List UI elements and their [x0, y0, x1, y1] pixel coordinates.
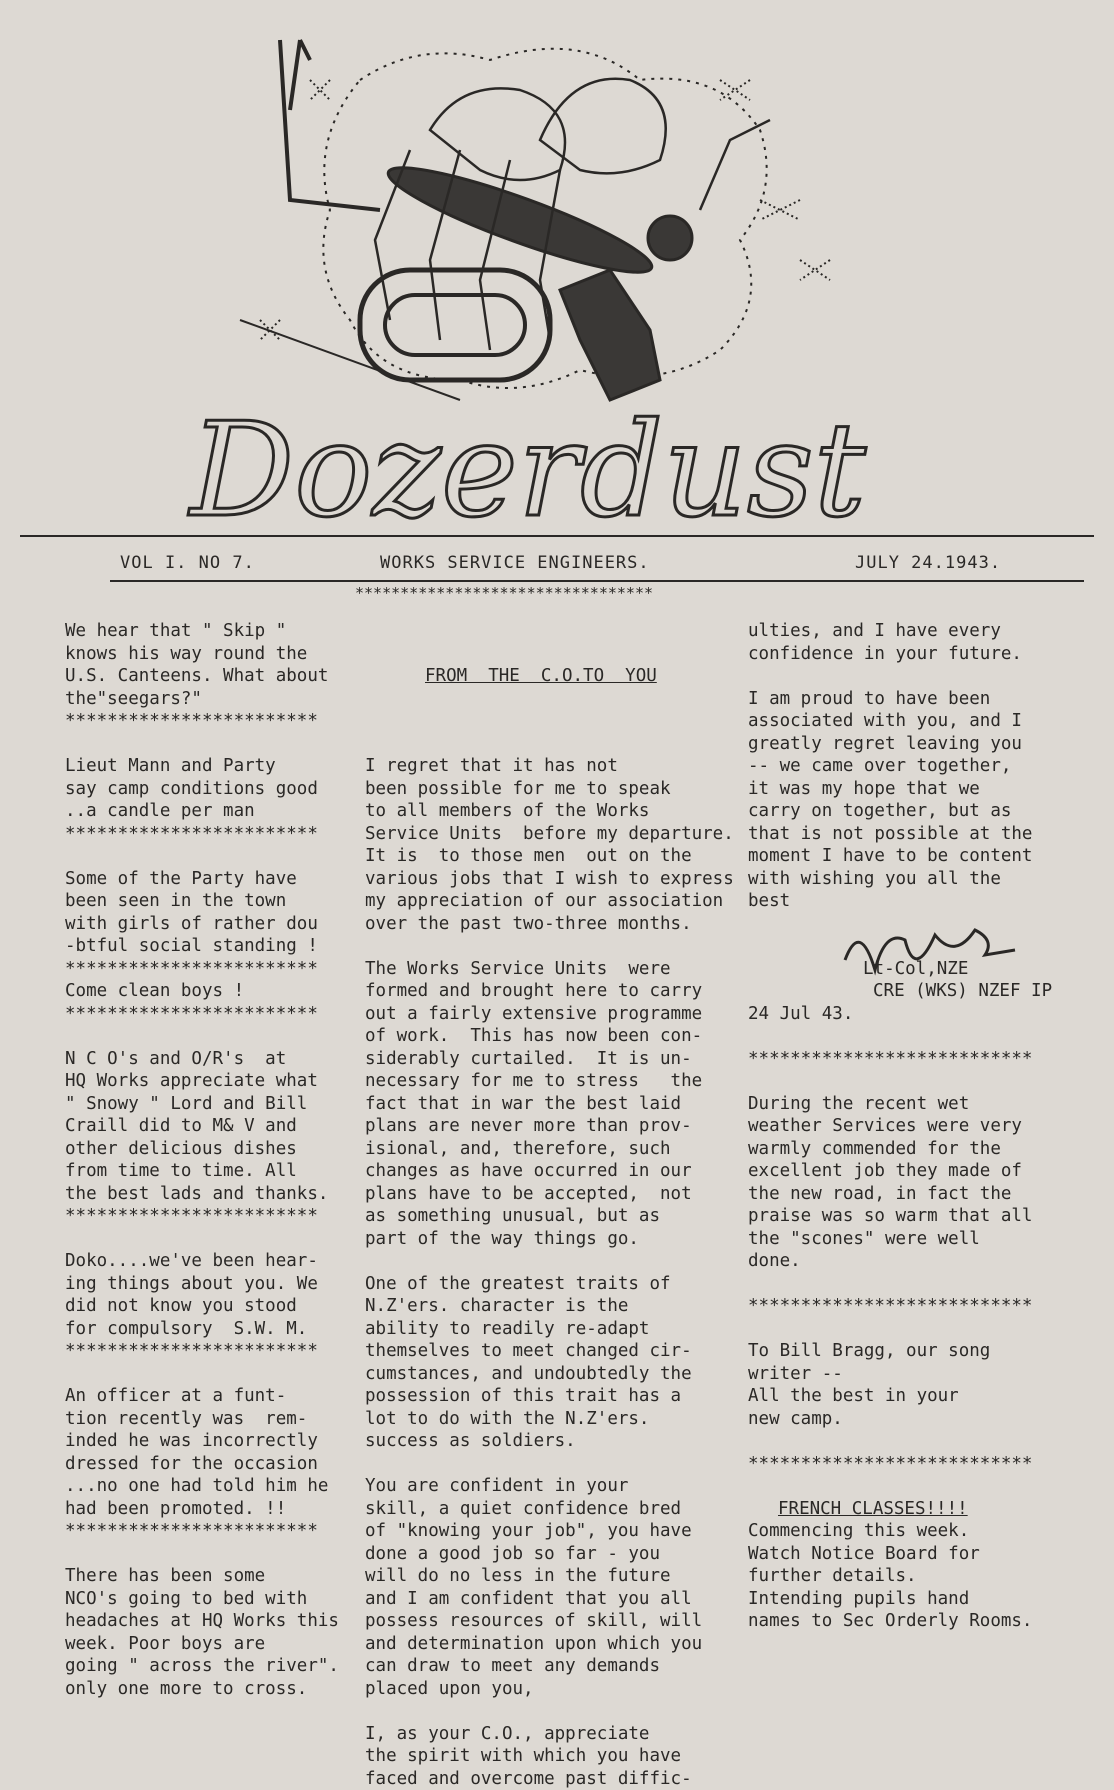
middle-column-line: of work. This has now been con- [365, 1025, 734, 1048]
left-column-line: week. Poor boys are [65, 1633, 339, 1656]
middle-column-line: various jobs that I wish to express [365, 868, 734, 891]
right-column-line: *************************** [748, 1048, 1052, 1071]
left-column-line: tion recently was rem- [65, 1408, 339, 1431]
middle-column-line [365, 935, 734, 958]
left-column-line: ************************ [65, 1520, 339, 1543]
right-column-line: confidence in your future. [748, 643, 1052, 666]
left-column-line [65, 1363, 339, 1386]
right-column-line [748, 1070, 1052, 1093]
middle-column-line: isional, and, therefore, such [365, 1138, 734, 1161]
right-column [748, 620, 1052, 1633]
middle-column-line: plans have to be accepted, not [365, 1183, 734, 1206]
right-column-line: I am proud to have been [748, 688, 1052, 711]
left-column-line: the best lads and thanks. [65, 1183, 339, 1206]
left-column-line [65, 1543, 339, 1566]
left-column-line: did not know you stood [65, 1295, 339, 1318]
left-column-line: ************************ [65, 823, 339, 846]
left-column-line: Craill did to M& V and [65, 1115, 339, 1138]
signature-mark [835, 900, 1035, 1000]
left-column-line: HQ Works appreciate what [65, 1070, 339, 1093]
middle-column-line: ability to readily re-adapt [365, 1318, 734, 1341]
left-column-line: U.S. Canteens. What about [65, 665, 339, 688]
left-column-line: going " across the river". [65, 1655, 339, 1678]
middle-column-line [365, 733, 734, 756]
middle-column-line: done a good job so far - you [365, 1543, 734, 1566]
middle-column-line: changes as have occurred in our [365, 1160, 734, 1183]
french-classes-line: Commencing this week. [748, 1520, 1052, 1543]
left-column-line: ************************ [65, 1340, 339, 1363]
middle-column-line: been possible for me to speak [365, 778, 734, 801]
middle-column-line: of "knowing your job", you have [365, 1520, 734, 1543]
masthead-rule-bottom [110, 580, 1084, 582]
left-column-line: other delicious dishes [65, 1138, 339, 1161]
middle-column-line: I regret that it has not [365, 755, 734, 778]
left-column-line: N C O's and O/R's at [65, 1048, 339, 1071]
right-column-line: that is not possible at the [748, 823, 1052, 846]
left-column-line: ************************ [65, 958, 339, 981]
signature-rank: Lt-Col,NZE [748, 958, 1052, 981]
left-column-line: ing things about you. We [65, 1273, 339, 1296]
middle-column [365, 620, 734, 1790]
right-column-line: writer -- [748, 1363, 1052, 1386]
right-column-line: praise was so warm that all [748, 1205, 1052, 1228]
volume-number: VOL I. NO 7. [120, 553, 255, 573]
left-column-line: ************************ [65, 710, 339, 733]
middle-column-line: N.Z'ers. character is the [365, 1295, 734, 1318]
left-column-line: from time to time. All [65, 1160, 339, 1183]
issue-date: JULY 24.1943. [855, 553, 1001, 573]
middle-column-line: Service Units before my departure. [365, 823, 734, 846]
right-column-line: ulties, and I have every [748, 620, 1052, 643]
middle-column-line: fact that in war the best laid [365, 1093, 734, 1116]
left-column-line [65, 1025, 339, 1048]
middle-column-line: possession of this trait has a [365, 1385, 734, 1408]
right-column-line: the new road, in fact the [748, 1183, 1052, 1206]
right-column-line: associated with you, and I [748, 710, 1052, 733]
right-column-line: warmly commended for the [748, 1138, 1052, 1161]
middle-column-line: the spirit with which you have [365, 1745, 734, 1768]
left-column-line: NCO's going to bed with [65, 1588, 339, 1611]
middle-column-line: will do no less in the future [365, 1565, 734, 1588]
right-column-line: with wishing you all the [748, 868, 1052, 891]
middle-column-line: cumstances, and undoubtedly the [365, 1363, 734, 1386]
left-column-line: headaches at HQ Works this [65, 1610, 339, 1633]
right-column-line: excellent job they made of [748, 1160, 1052, 1183]
left-column-line: the"seegars?" [65, 688, 339, 711]
middle-column-line: You are confident in your [365, 1475, 734, 1498]
middle-column-line: and I am confident that you all [365, 1588, 734, 1611]
left-column-line: had been promoted. !! [65, 1498, 339, 1521]
left-column-line: We hear that " Skip " [65, 620, 339, 643]
middle-column-line: It is to those men out on the [365, 845, 734, 868]
right-column-line: the "scones" were well [748, 1228, 1052, 1251]
left-column-line: ...no one had told him he [65, 1475, 339, 1498]
left-column-line: knows his way round the [65, 643, 339, 666]
right-column-line: *************************** [748, 1295, 1052, 1318]
left-column-line: There has been some [65, 1565, 339, 1588]
masthead-rule-top [20, 535, 1094, 537]
middle-column-line: part of the way things go. [365, 1228, 734, 1251]
middle-column-line: I, as your C.O., appreciate [365, 1723, 734, 1746]
french-classes-line: names to Sec Orderly Rooms. [748, 1610, 1052, 1633]
middle-column-line: my appreciation of our association [365, 890, 734, 913]
middle-column-line: and determination upon which you [365, 1633, 734, 1656]
middle-column-line: necessary for me to stress the [365, 1070, 734, 1093]
left-column-line: for compulsory S.W. M. [65, 1318, 339, 1341]
middle-column-line: siderably curtailed. It is un- [365, 1048, 734, 1071]
left-column-line: dressed for the occasion [65, 1453, 339, 1476]
middle-column-line: as something unusual, but as [365, 1205, 734, 1228]
middle-column-line: One of the greatest traits of [365, 1273, 734, 1296]
french-classes-heading: FRENCH CLASSES!!!! [748, 1498, 1052, 1521]
french-classes-line: further details. [748, 1565, 1052, 1588]
middle-column-line [365, 1700, 734, 1723]
right-column-line [748, 665, 1052, 688]
middle-column-line: possess resources of skill, will [365, 1610, 734, 1633]
left-column-line: been seen in the town [65, 890, 339, 913]
middle-column-line: out a fairly extensive programme [365, 1003, 734, 1026]
left-column-line [65, 1228, 339, 1251]
masthead-stars: ********************************* [355, 584, 653, 602]
left-column-line: Doko....we've been hear- [65, 1250, 339, 1273]
organization-name: WORKS SERVICE ENGINEERS. [380, 553, 650, 573]
right-column-line [748, 1430, 1052, 1453]
middle-column-line: lot to do with the N.Z'ers. [365, 1408, 734, 1431]
left-column-line: inded he was incorrectly [65, 1430, 339, 1453]
right-column-line: best [748, 890, 1052, 913]
middle-column-line: formed and brought here to carry [365, 980, 734, 1003]
left-column-line: ************************ [65, 1205, 339, 1228]
right-column-line: carry on together, but as [748, 800, 1052, 823]
right-column-line: weather Services were very [748, 1115, 1052, 1138]
right-column-line: To Bill Bragg, our song [748, 1340, 1052, 1363]
middle-column-line: success as soldiers. [365, 1430, 734, 1453]
signature-title: CRE (WKS) NZEF IP [748, 980, 1052, 1003]
left-column-line: ************************ [65, 1003, 339, 1026]
right-column-line: -- we came over together, [748, 755, 1052, 778]
left-column-line [65, 733, 339, 756]
right-column-line [748, 1318, 1052, 1341]
left-column-line: ..a candle per man [65, 800, 339, 823]
left-column-line: Lieut Mann and Party [65, 755, 339, 778]
right-column-line: moment I have to be content [748, 845, 1052, 868]
middle-column-line: plans are never more than prov- [365, 1115, 734, 1138]
middle-column-line: skill, a quiet confidence bred [365, 1498, 734, 1521]
middle-column-line: can draw to meet any demands [365, 1655, 734, 1678]
left-column-line [65, 845, 339, 868]
right-column-line [748, 1273, 1052, 1296]
middle-column-line: themselves to meet changed cir- [365, 1340, 734, 1363]
middle-column-line: faced and overcome past diffic- [365, 1768, 734, 1790]
french-classes-line: Intending pupils hand [748, 1588, 1052, 1611]
signature-date: 24 Jul 43. [748, 1003, 1052, 1026]
middle-column-line: to all members of the Works [365, 800, 734, 823]
middle-column-line [365, 1250, 734, 1273]
left-column-line: say camp conditions good [65, 778, 339, 801]
middle-column-line: placed upon you, [365, 1678, 734, 1701]
right-column-line: greatly regret leaving you [748, 733, 1052, 756]
left-column-line: Come clean boys ! [65, 980, 339, 1003]
spacer [748, 1025, 1052, 1048]
left-column-line: only one more to cross. [65, 1678, 339, 1701]
left-column-line: with girls of rather dou [65, 913, 339, 936]
masthead-title-text: Dozerdust [188, 394, 867, 546]
left-column-line: -btful social standing ! [65, 935, 339, 958]
right-column-line: new camp. [748, 1408, 1052, 1431]
right-column-line: *************************** [748, 1453, 1052, 1476]
middle-column-line [365, 1453, 734, 1476]
right-column-line [748, 1475, 1052, 1498]
left-column-line: " Snowy " Lord and Bill [65, 1093, 339, 1116]
right-column-line: All the best in your [748, 1385, 1052, 1408]
right-column-line: During the recent wet [748, 1093, 1052, 1116]
middle-column-line: over the past two-three months. [365, 913, 734, 936]
left-column [65, 620, 339, 1700]
french-classes-line: Watch Notice Board for [748, 1543, 1052, 1566]
right-column-line: done. [748, 1250, 1052, 1273]
right-column-line: it was my hope that we [748, 778, 1052, 801]
left-column-line: Some of the Party have [65, 868, 339, 891]
middle-column-line: The Works Service Units were [365, 958, 734, 981]
co-message-heading: FROM THE C.O.TO YOU [365, 665, 734, 688]
left-column-line: An officer at a funt- [65, 1385, 339, 1408]
